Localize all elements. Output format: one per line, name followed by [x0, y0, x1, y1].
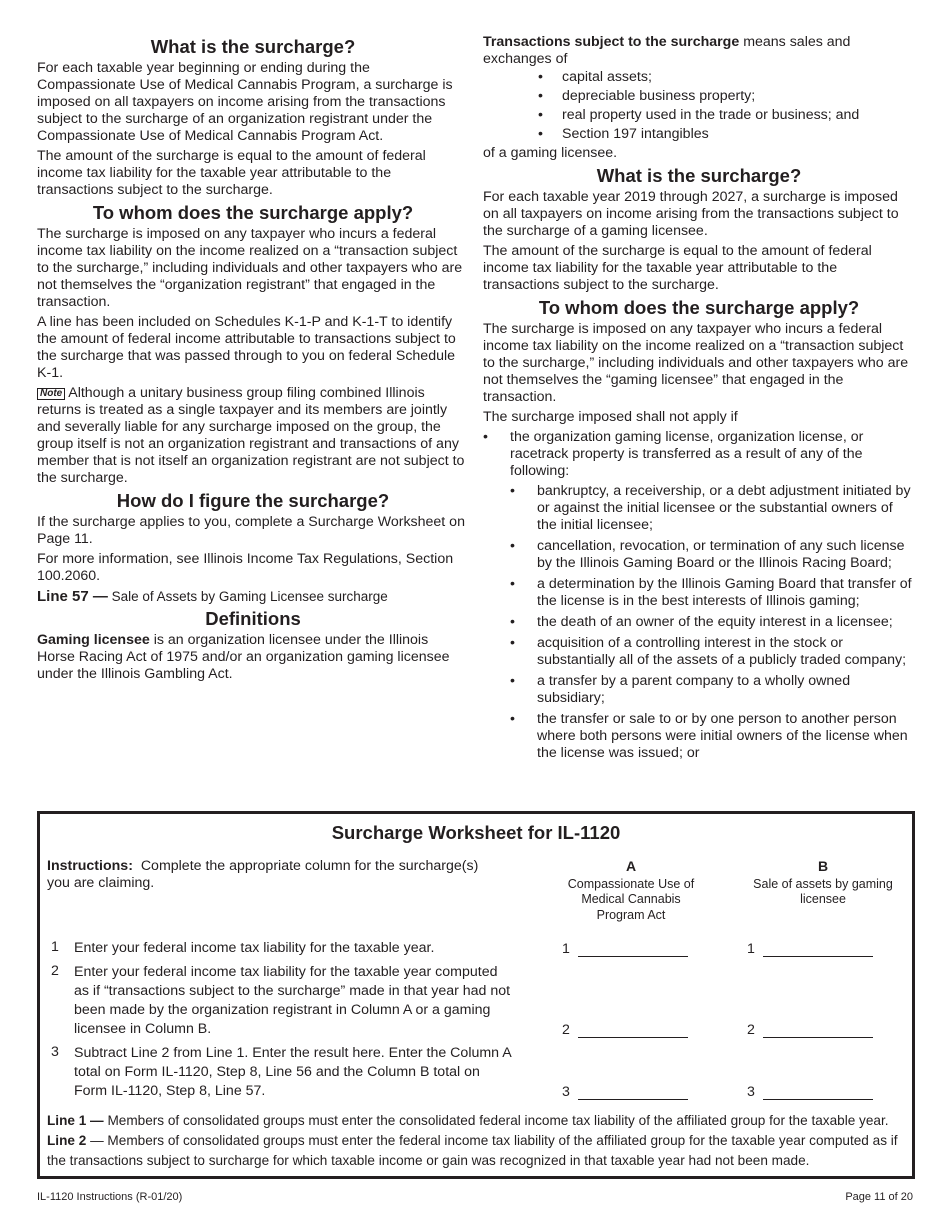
footer-page-number: Page 11 of 20: [845, 1191, 913, 1203]
list-item: [483, 429, 915, 762]
line57-heading: [37, 588, 469, 605]
left-column: [37, 34, 469, 686]
list-item: • a determination by the Illinois Gaming Board that transfer of the license is in the best interests of Illinois gaming;: [510, 576, 915, 610]
entry-line[interactable]: [763, 1022, 873, 1038]
footnote-text: Members of consolidated groups must enter the consolidated federal income tax liability of the affiliated group for the taxable year.: [107, 1113, 889, 1128]
paragraph: The surcharge is imposed on any taxpayer who incurs a federal income tax liability on the income realized on a “transaction subject to the surcharge,” including individuals and other taxpayers who are not themselves the “gaming licensee” that engaged in the transaction.: [483, 321, 909, 405]
row-text: Enter your federal income tax liability for the taxable year computed as if “transactions subject to the surcharge” made in that year had not been made by the organization registrant in Column A or a gaming licensee in Column B.: [74, 964, 511, 1037]
definition-gaming-licensee: [37, 632, 469, 683]
heading-how-figure: How do I figure the surcharge?: [116, 490, 390, 511]
column-b-desc: Sale of assets by gaming licensee: [753, 876, 893, 906]
transactions-definition: [483, 34, 915, 68]
field-number: 1: [562, 941, 570, 957]
row-number: 3: [51, 1044, 59, 1060]
list-item: • capital assets;: [483, 69, 915, 86]
entry-line[interactable]: [578, 1084, 688, 1100]
definition-text: is an organization licensee under the Illinois Horse Racing Act of 1975 and/or an organization gaming licensee under the Illinois Gambling Act.: [37, 632, 450, 682]
footnote-line1: [47, 1111, 909, 1131]
exceptions-sublist: [510, 483, 915, 762]
paragraph: A line has been included on Schedules K-1-P and K-1-T to identify the amount of federal income attributable to transactions subject to the surcharge that was passed through to you on federal Schedule K-1.: [37, 314, 456, 381]
footnote-label: Line 1 —: [47, 1113, 104, 1128]
line57-text: Sale of Assets by Gaming Licensee surcharge: [111, 589, 388, 604]
list-item: • the transfer or sale to or by one person to another person where both persons were initial owners of the license when the license was issued; or: [510, 711, 915, 762]
row-number: 1: [51, 939, 59, 955]
exception-text: the organization gaming license, organization license, or racetrack property is transferred as a result of any of the following:: [510, 429, 864, 479]
right-column: [483, 34, 915, 766]
column-a-letter: A: [625, 858, 637, 874]
worksheet-title: Surcharge Worksheet for IL-1120: [331, 822, 621, 843]
list-item: • Section 197 intangibles: [483, 126, 915, 143]
row-text: Subtract Line 2 from Line 1. Enter the result here. Enter the Column A total on Form IL-1120, Step 8, Line 56 and the Column B total on Form IL-1120, Step 8, Line 57.: [74, 1045, 511, 1099]
entry-line[interactable]: [763, 941, 873, 957]
field-number: 3: [562, 1084, 570, 1100]
row-number: 2: [51, 963, 59, 979]
entry-line[interactable]: [578, 1022, 688, 1038]
list-item: • a transfer by a parent company to a wholly owned subsidiary;: [510, 673, 915, 707]
instructions-text: Complete the appropriate column for the surcharge(s) you are claiming.: [47, 858, 479, 891]
transactions-term: Transactions subject to the surcharge: [483, 34, 740, 50]
footnote-label: Line 2: [47, 1133, 87, 1148]
heading-definitions: Definitions: [205, 608, 301, 629]
list-item: • the death of an owner of the equity interest in a licensee;: [510, 614, 915, 631]
heading-to-whom-2: To whom does the surcharge apply?: [538, 297, 860, 318]
paragraph: If the surcharge applies to you, complete a Surcharge Worksheet on Page 11.: [37, 514, 465, 547]
paragraph: For more information, see Illinois Income Tax Regulations, Section 100.2060.: [37, 551, 454, 584]
heading-what-is-surcharge-2: What is the surcharge?: [596, 165, 802, 186]
list-item: • depreciable business property;: [483, 88, 915, 105]
paragraph: The surcharge imposed shall not apply if: [483, 409, 738, 425]
instructions-label: Instructions:: [47, 858, 133, 874]
entry-line[interactable]: [578, 941, 688, 957]
note-icon: Note: [37, 388, 65, 400]
list-item: • real property used in the trade or business; and: [483, 107, 915, 124]
definition-term: Gaming licensee: [37, 632, 150, 648]
footnote-text: — Members of consolidated groups must enter the federal income tax liability of the affiliated group for the taxable year computed as if the transactions subject to surcharge for which taxable income or gain was recognized in that taxable year had not been made.: [47, 1133, 898, 1168]
list-item: • cancellation, revocation, or termination of any such license by the Illinois Gaming Board or the Illinois Racing Board;: [510, 538, 915, 572]
worksheet-footnotes: [47, 1111, 909, 1171]
paragraph: of a gaming licensee.: [483, 145, 618, 161]
heading-what-is-surcharge: What is the surcharge?: [150, 36, 356, 57]
row-text: Enter your federal income tax liability for the taxable year.: [74, 940, 435, 956]
list-item: • acquisition of a controlling interest in the stock or substantially all of the assets of a publicly traded company;: [510, 635, 915, 669]
field-number: 3: [747, 1084, 755, 1100]
column-a-header: [561, 859, 701, 923]
paragraph: The surcharge is imposed on any taxpayer who incurs a federal income tax liability on the income realized on a “transaction subject to the surcharge,” including individuals and other taxpayers who are not themselves the “organization registrant” that engaged in the transaction.: [37, 226, 463, 310]
column-b-header: [753, 859, 893, 908]
entry-line[interactable]: [763, 1084, 873, 1100]
paragraph: For each taxable year 2019 through 2027, a surcharge is imposed on all taxpayers on income arising from the transactions subject to the surcharge of a gaming licensee.: [483, 189, 899, 239]
surcharge-worksheet: [37, 811, 915, 1179]
exceptions-list: [483, 429, 915, 762]
column-a-desc: Compassionate Use of Medical Cannabis Program Act: [567, 876, 695, 922]
worksheet-instructions: [47, 858, 487, 892]
note-paragraph: [37, 385, 469, 487]
paragraph: For each taxable year beginning or ending during the Compassionate Use of Medical Cannabis Program, a surcharge is imposed on all taxpayers on income arising from the transactions subject to the surcharge of an organization registrant under the Compassionate Use of Medical Cannabis Program Act.: [37, 60, 453, 144]
assets-list: [483, 69, 915, 143]
field-number: 1: [747, 941, 755, 957]
line57-label: Line 57 —: [37, 588, 108, 605]
transactions-text: means sales and exchanges of: [483, 34, 851, 67]
field-number: 2: [747, 1022, 755, 1038]
paragraph: The amount of the surcharge is equal to the amount of federal income tax liability for the taxable year attributable to the transactions subject to the surcharge.: [483, 243, 872, 293]
column-b-letter: B: [817, 858, 829, 874]
footnote-line2: [47, 1131, 909, 1171]
paragraph: The amount of the surcharge is equal to the amount of federal income tax liability for the taxable year attributable to the transactions subject to the surcharge.: [37, 148, 426, 198]
heading-to-whom: To whom does the surcharge apply?: [92, 202, 414, 223]
note-text: Although a unitary business group filing combined Illinois returns is treated as a single taxpayer and its members are jointly and severally liable for any surcharge imposed on the group, the group itself is not an organization registrant and transactions of any member that is not itself an organization registrant are not subject to the surcharge.: [37, 385, 465, 486]
list-item: • bankruptcy, a receivership, or a debt adjustment initiated by or against the initial licensee or the substantial owners of the initial licensee;: [510, 483, 915, 534]
field-number: 2: [562, 1022, 570, 1038]
footer-form-id: IL-1120 Instructions (R-01/20): [37, 1191, 183, 1203]
